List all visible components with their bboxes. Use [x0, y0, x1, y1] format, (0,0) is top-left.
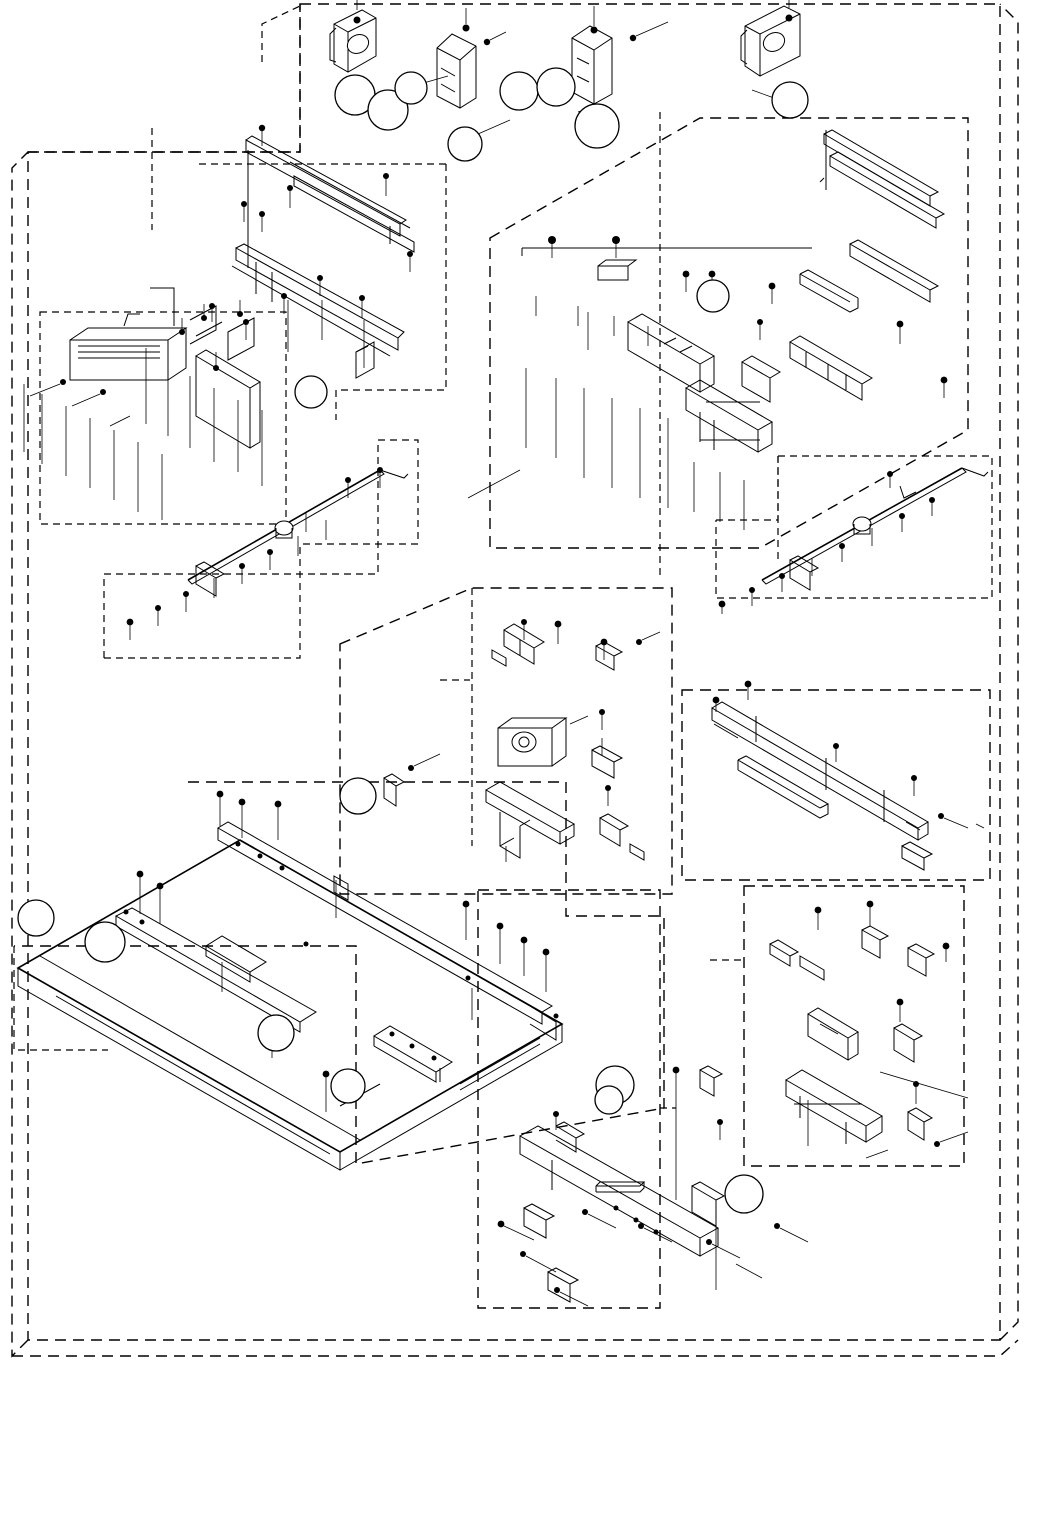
- part-right-rail-fasteners: [713, 681, 984, 828]
- group-base-frame: [14, 782, 664, 1170]
- part-left-shaft-fasteners: [127, 467, 383, 640]
- group-lower-right-module: [700, 886, 968, 1166]
- group-center-motor-module: [340, 588, 672, 894]
- group-left-shaft: [104, 440, 418, 658]
- part-upper-right-fasteners: [468, 236, 947, 530]
- part-upper-rails: [232, 136, 414, 356]
- part-right-shaft-rod: [762, 468, 988, 590]
- group-right-rail-module: [682, 681, 990, 880]
- part-top-bracket-right: [741, 0, 800, 76]
- part-base-frame-body: [18, 822, 562, 1170]
- group-outer-frame: [12, 4, 1018, 1356]
- part-right-rails: [522, 130, 944, 312]
- part-left-shaft-rod: [188, 470, 408, 596]
- part-motor-housing: [384, 624, 644, 860]
- part-carriage-body: [598, 260, 872, 452]
- part-base-frame-fasteners: [137, 791, 550, 1112]
- group-upper-left-rail: [24, 125, 446, 524]
- part-lower-right-parts: [700, 926, 934, 1144]
- group-lower-center-beam: [478, 890, 808, 1308]
- part-top-bracket-left: [330, 0, 376, 72]
- group-top-brackets: [262, 0, 800, 134]
- group-right-shaft: [716, 456, 992, 614]
- group-upper-right-carriage: [468, 112, 968, 580]
- part-lower-right-fasteners: [717, 901, 968, 1158]
- part-lower-center-beam: [520, 1122, 724, 1302]
- callout-balloons: [18, 68, 808, 1213]
- part-top-bracket-third: [572, 6, 668, 104]
- group-upper-left-inner-module: [24, 288, 374, 524]
- part-top-bracket-second: [437, 8, 506, 108]
- part-right-rail-beam: [712, 702, 932, 870]
